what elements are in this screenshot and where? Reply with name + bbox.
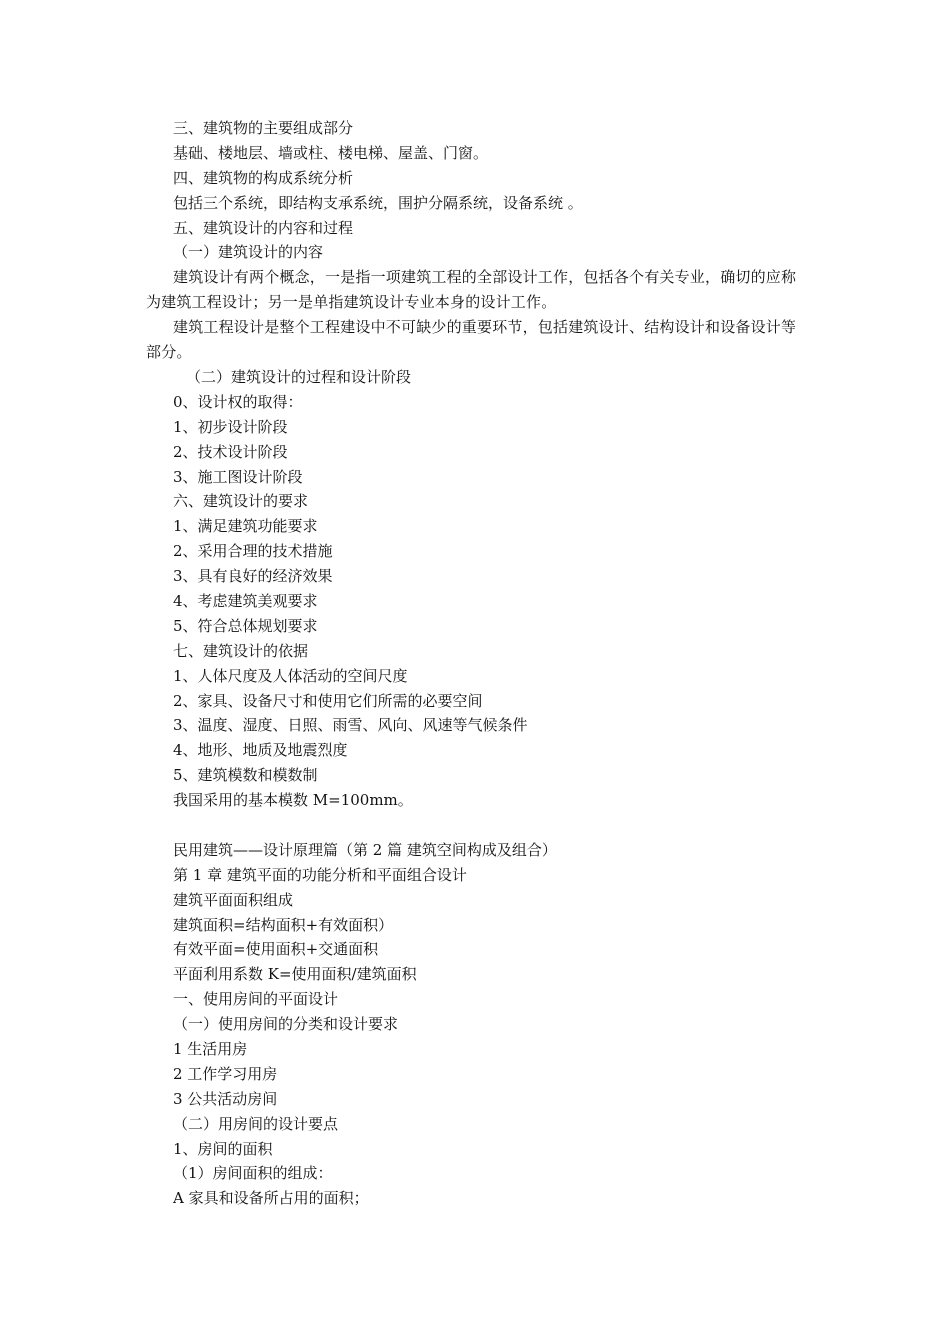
subheading-design-process: （二）建筑设计的过程和设计阶段 (186, 367, 412, 386)
paragraph-design-concepts: 建筑设计有两个概念，一是指一项建筑工程的全部设计工作，包括各个有关专业，确切的应称为建筑工程设计；另一是单指建筑设计专业本身的设计工作。 (146, 268, 797, 312)
heading-section-7: 七、建筑设计的依据 (173, 641, 309, 660)
heading-section-4: 四、建筑物的构成系统分析 (173, 168, 354, 187)
list-item: 2 工作学习用房 (173, 1064, 278, 1083)
heading-section-1: 一、使用房间的平面设计 (173, 990, 339, 1009)
subheading-design-content: （一）建筑设计的内容 (173, 243, 324, 262)
list-item: 1、人体尺度及人体活动的空间尺度 (173, 666, 408, 685)
formula-line: 建筑面积=结构面积+有效面积） (173, 915, 394, 934)
list-item: 1 生活用房 (173, 1040, 248, 1059)
list-item: 3、具有良好的经济效果 (173, 567, 333, 586)
list-item: 1、满足建筑功能要求 (173, 517, 318, 536)
list-item: 3、温度、湿度、日照、雨雪、风向、风速等气候条件 (173, 716, 528, 735)
text-line: 包括三个系统，即结构支承系统，围护分隔系统，设备系统 。 (173, 193, 583, 212)
list-item: 1、房间的面积 (173, 1139, 273, 1158)
list-item: 3、施工图设计阶段 (173, 467, 303, 486)
chapter-subtitle: 第 1 章 建筑平面的功能分析和平面组合设计 (173, 865, 467, 884)
paragraph-engineering-design: 建筑工程设计是整个工程建设中不可缺少的重要环节，包括建筑设计、结构设计和设备设计等部分。 (146, 318, 797, 362)
text-line: 建筑平面面积组成 (173, 890, 294, 909)
subheading-room-design: （二）用房间的设计要点 (173, 1114, 339, 1133)
subheading-room-types: （一）使用房间的分类和设计要求 (173, 1015, 399, 1034)
list-item: 5、建筑模数和模数制 (173, 766, 318, 785)
heading-section-5: 五、建筑设计的内容和过程 (173, 218, 354, 237)
list-item: 4、地形、地质及地震烈度 (173, 741, 348, 760)
heading-section-6: 六、建筑设计的要求 (173, 492, 309, 511)
list-item: （1）房间面积的组成： (173, 1164, 333, 1183)
formula-line: 平面利用系数 K=使用面积/建筑面积 (173, 965, 417, 984)
text-line: 我国采用的基本模数 M=100mm。 (173, 791, 413, 810)
list-item: A 家具和设备所占用的面积； (173, 1189, 369, 1208)
blank-line (146, 813, 810, 838)
list-item: 0、设计权的取得： (173, 392, 303, 411)
list-item: 2、家具、设备尺寸和使用它们所需的必要空间 (173, 691, 483, 710)
chapter-title: 民用建筑——设计原理篇（第 2 篇 建筑空间构成及组合） (173, 840, 557, 859)
heading-section-3: 三、建筑物的主要组成部分 (173, 119, 354, 137)
document-body (146, 116, 810, 1211)
list-item: 2、采用合理的技术措施 (173, 542, 333, 561)
list-item: 1、初步设计阶段 (173, 417, 288, 436)
list-item: 2、技术设计阶段 (173, 442, 288, 461)
list-item: 4、考虑建筑美观要求 (173, 591, 318, 610)
text-line: 基础、楼地层、墙或柱、楼电梯、屋盖、门窗。 (173, 143, 489, 162)
formula-line: 有效平面=使用面积+交通面积 (173, 940, 379, 959)
list-item: 3 公共活动房间 (173, 1089, 278, 1108)
list-item: 5、符合总体规划要求 (173, 616, 318, 635)
